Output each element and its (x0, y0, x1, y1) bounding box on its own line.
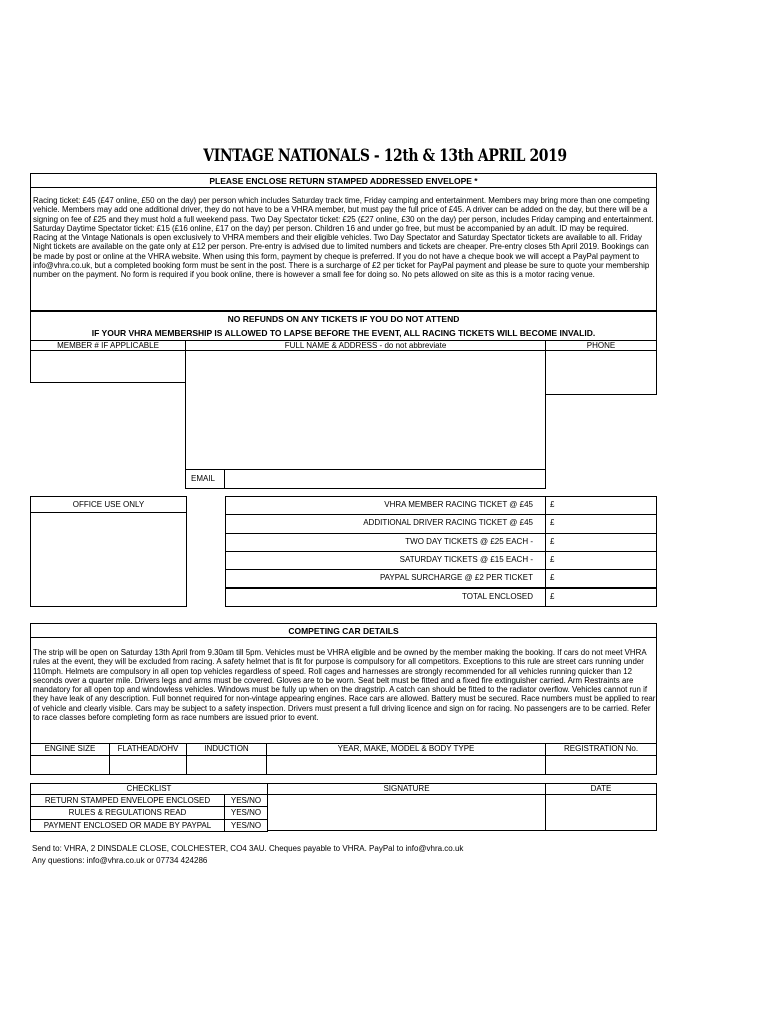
engine-size-header: ENGINE SIZE (30, 743, 110, 756)
checklist-yes-no[interactable]: YES/NO (224, 794, 268, 807)
car-details-section (30, 623, 657, 744)
ticket-label: VHRA MEMBER RACING TICKET @ £45 (225, 496, 546, 515)
engine-size-field[interactable] (30, 755, 110, 775)
induction-header: INDUCTION (186, 743, 267, 756)
ticket-label: SATURDAY TICKETS @ £15 EACH - (225, 551, 546, 570)
currency-symbol: £ (550, 573, 555, 583)
checklist-item-label: RETURN STAMPED ENVELOPE ENCLOSED (30, 794, 225, 807)
checklist-yes-no[interactable]: YES/NO (224, 819, 268, 832)
date-field[interactable] (545, 794, 657, 831)
member-number-header: MEMBER # IF APPLICABLE (30, 340, 186, 351)
intro-paragraph: Racing ticket: £45 (£47 online, £50 on the day) per person which includes Saturday track time, Friday camping and entertainment. Members may bring more than one competing vehicle. Members may add one additional driver, they do not have to be a VHRA member, but must pay the full price of £45. A driver can be added on the day, but there will be a signing on fee of £25 and they must hold a full weekend pass. Two Day Spectator ticket: £25 (£27 online, £30 on the day) per person, includes Friday camping and entertainment. Saturday Daytime Spectator ticket: £15 (£16 online, £17 on the day) per person. Children 16 and under go free, but must be accompanied by an adult. ID may be required. Racing at the Vintage Nationals is open exclusively to VHRA members and their eligible vehicles. Two Day Spectator and Saturday Spectator tickets are available to all. Friday Night tickets are available on the gate only at £12 per person. Pre-entry is advised due to limited numbers and tickets are cheaper. Pre-entry closes 5th April 2019. Bookings can be made by post or online at the VHRA website. When using this form, payment by cheque is preferred. If you do not have a cheque book we will accept a PayPal payment to info@vhra.co.uk, but a completed booking form must be sent in the post. There is a surcharge of £2 per ticket for PayPal payment and please be sure to quote your membership number on the payment. No form is required if you book online, there is however a small fee for doing so. No pets allowed on site as this is a motor racing venue. (33, 196, 654, 280)
currency-symbol: £ (550, 591, 555, 601)
currency-symbol: £ (550, 536, 555, 546)
refund-notice-box (30, 311, 657, 341)
checklist-item-label: RULES & REGULATIONS READ (30, 806, 225, 819)
checklist-item-label: PAYMENT ENCLOSED OR MADE BY PAYPAL (30, 819, 225, 832)
lapse-warning: IF YOUR VHRA MEMBERSHIP IS ALLOWED TO LAPSE BEFORE THE EVENT, ALL RACING TICKETS WILL BECOME INVALID. (91, 328, 596, 338)
ticket-amount-field[interactable] (545, 533, 657, 552)
date-header: DATE (545, 783, 657, 795)
flathead-ohv-field[interactable] (109, 755, 187, 775)
intro-section (30, 173, 657, 311)
registration-field[interactable] (545, 755, 657, 775)
induction-field[interactable] (186, 755, 267, 775)
email-label: EMAIL (185, 469, 225, 489)
currency-symbol: £ (550, 500, 555, 509)
ticket-amount-field[interactable] (545, 551, 657, 570)
full-name-address-header: FULL NAME & ADDRESS - do not abbreviate (185, 340, 546, 351)
email-field[interactable] (224, 469, 546, 489)
ticket-label: TOTAL ENCLOSED (225, 588, 546, 607)
checklist-yes-no[interactable]: YES/NO (224, 806, 268, 819)
phone-header: PHONE (545, 340, 657, 351)
phone-field[interactable] (545, 350, 657, 395)
ticket-amount-field[interactable] (545, 514, 657, 533)
office-use-header: OFFICE USE ONLY (30, 496, 187, 513)
ticket-amount-field[interactable] (545, 588, 657, 607)
full-name-address-field[interactable] (185, 350, 546, 470)
ticket-amount-field[interactable] (545, 569, 657, 588)
currency-symbol: £ (550, 518, 555, 528)
send-to-text: Send to: VHRA, 2 DINSDALE CLOSE, COLCHESTER, CO4 3AU. Cheques payable to VHRA. PayPal to info@vhra.co.uk (32, 844, 464, 853)
ticket-label: PAYPAL SURCHARGE @ £2 PER TICKET (225, 569, 546, 588)
ticket-label: TWO DAY TICKETS @ £25 EACH - (225, 533, 546, 552)
envelope-notice: PLEASE ENCLOSE RETURN STAMPED ADDRESSED ENVELOPE * (209, 176, 478, 186)
questions-text: Any questions: info@vhra.co.uk or 07734 424286 (32, 856, 208, 865)
year-make-model-header: YEAR, MAKE, MODEL & BODY TYPE (266, 743, 546, 756)
flathead-ohv-header: FLATHEAD/OHV (109, 743, 187, 756)
office-use-field (30, 512, 187, 607)
currency-symbol: £ (550, 554, 555, 564)
registration-header: REGISTRATION No. (545, 743, 657, 756)
car-details-paragraph: The strip will be open on Saturday 13th April from 9.30am till 5pm. Vehicles must be VHRA eligible and be owned by the member making the booking. If cars do not meet VHRA rules at the event, they will be excluded from racing. A safety helmet that is fit for purpose is compulsory for all competitors. Exceptions to this rule are street cars running under 110mph. Helmets are compulsory in all open top vehicles regardless of speed. Roll cages and harnesses are strongly recommended for all vehicles running quicker than 12 seconds over a quarter mile. Drivers legs and arms must be covered. Gloves are to be worn. Seat belt must be fitted and a fixed fire extinguisher carried. Arm Restraints are mandatory for all open top and windowless vehicles. Windows must be fully up when on the dragstrip. A catch can should be fitted to the radiator overflow. Vehicles cannot run if they have leak of any description. Full bonnet required for non-vintage appearing engines. Race cars are allowed. Battery must be secured. Race numbers must be applied to rear of vehicle and clearly visible. Cars may be subject to a safety inspection. Drivers must present a full driving licence and sign on for racing. No passengers are to be carried. Refer to race classes before completing form as race numbers are issued prior to event. (33, 648, 656, 723)
year-make-model-field[interactable] (266, 755, 546, 775)
page-title: VINTAGE NATIONALS - 12th & 13th APRIL 2019 (203, 146, 567, 166)
no-refunds-notice: NO REFUNDS ON ANY TICKETS IF YOU DO NOT ATTEND (227, 314, 460, 324)
signature-header: SIGNATURE (267, 783, 546, 795)
ticket-label: ADDITIONAL DRIVER RACING TICKET @ £45 (225, 514, 546, 533)
signature-field[interactable] (267, 794, 546, 831)
checklist-header: CHECKLIST (30, 783, 268, 795)
car-details-heading: COMPETING CAR DETAILS (288, 626, 399, 636)
member-number-field[interactable] (30, 350, 186, 383)
ticket-amount-field[interactable] (545, 496, 657, 515)
